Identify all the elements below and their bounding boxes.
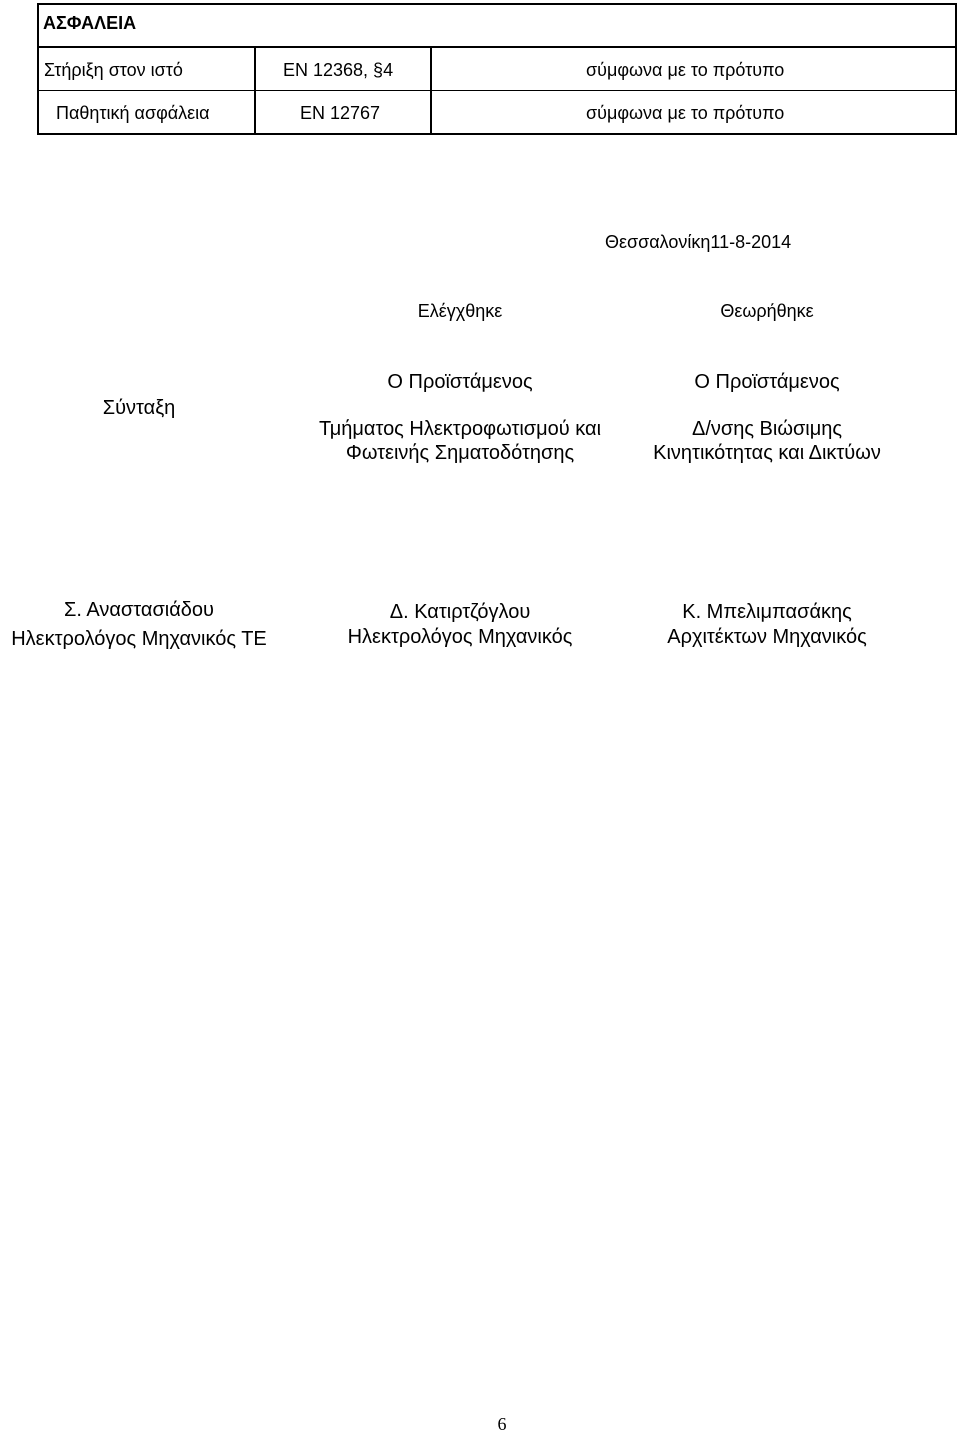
signatory-role: Ηλεκτρολόγος Μηχανικός ΤΕ: [11, 628, 267, 650]
composed-label: Σύνταξη: [102, 397, 176, 419]
place-date: Θεσσαλονίκη11-8-2014: [605, 232, 792, 252]
checked-label: Ελέγχθηκε: [417, 301, 503, 321]
safety-table: [37, 3, 957, 135]
signatory-role: Ηλεκτρολόγος Μηχανικός: [347, 626, 573, 648]
safety-row: [39, 91, 955, 135]
safety-standard: EN 12368, §4: [283, 60, 394, 80]
reviewed-dept-line2: Κινητικότητας και Δικτύων: [653, 442, 881, 464]
safety-item: Παθητική ασφάλεια: [56, 103, 210, 123]
safety-compliance: σύμφωνα με το πρότυπο: [586, 60, 785, 80]
signatory-name: Δ. Κατιρτζόγλου: [389, 601, 531, 623]
safety-standard: EN 12767: [300, 103, 381, 123]
signatory-name: Σ. Αναστασιάδου: [64, 599, 214, 621]
safety-title: ΑΣΦΑΛΕΙΑ: [43, 13, 137, 33]
signatory-role: Αρχιτέκτων Μηχανικός: [667, 626, 867, 648]
page-number: 6: [497, 1414, 507, 1434]
checked-dept-line1: Τμήματος Ηλεκτροφωτισμού και: [318, 418, 602, 440]
safety-row: [39, 48, 955, 91]
column-divider: [254, 48, 256, 133]
safety-header-row: [39, 5, 955, 48]
reviewed-label: Θεωρήθηκε: [720, 301, 814, 321]
checked-dept-line2: Φωτεινής Σηματοδότησης: [345, 442, 575, 464]
safety-item: Στήριξη στον ιστό: [44, 60, 183, 80]
reviewed-title: Ο Προϊστάμενος: [694, 371, 840, 393]
signatory-name: Κ. Μπελιμπασάκης: [682, 601, 852, 623]
safety-compliance: σύμφωνα με το πρότυπο: [586, 103, 785, 123]
column-divider: [430, 48, 432, 133]
checked-title: Ο Προϊστάμενος: [387, 371, 533, 393]
reviewed-dept-line1: Δ/νσης Βιώσιμης: [691, 418, 843, 440]
